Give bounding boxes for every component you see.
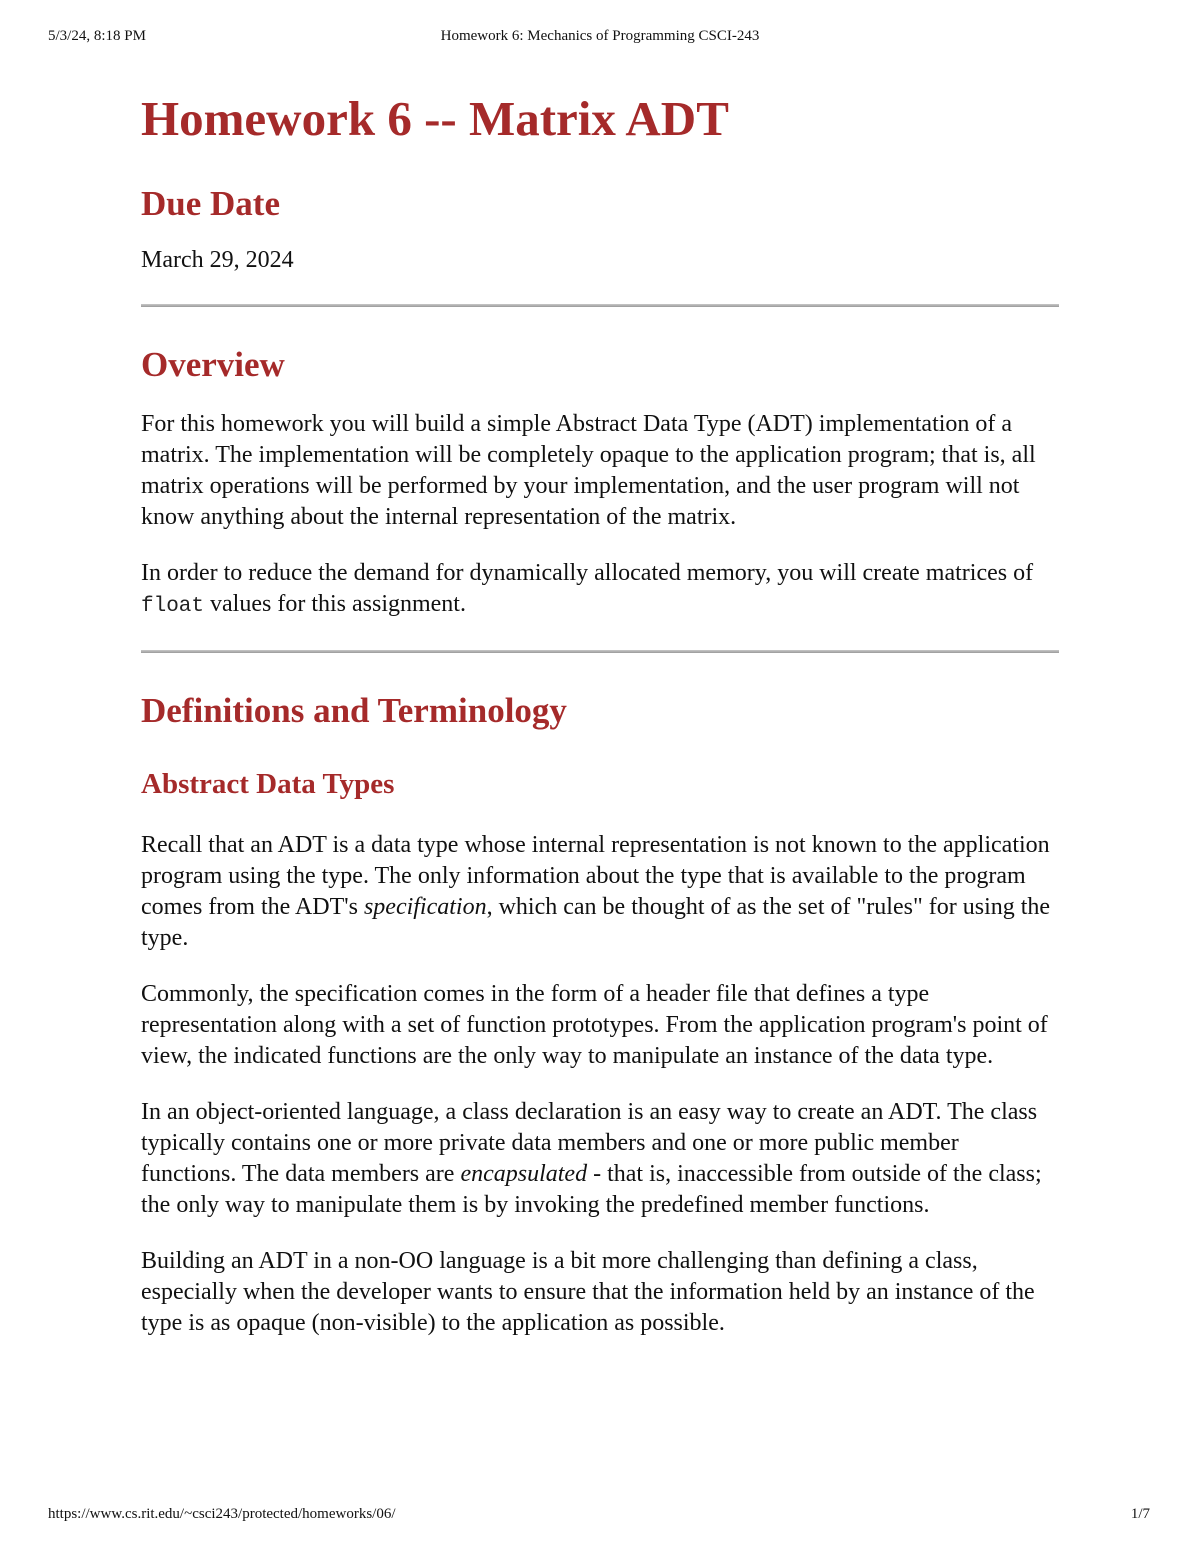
print-footer — [0, 1506, 1200, 1526]
text-run: - that is, inaccessible from outside of the class; the only way to manipulate them is by invoking the predefined member functions. — [141, 1161, 1042, 1218]
page-title: Homework 6 -- Matrix ADT — [141, 91, 729, 146]
print-datetime: 5/3/24, 8:18 PM — [48, 28, 146, 44]
definitions-heading: Definitions and Terminology — [141, 691, 567, 730]
text-run: In order to reduce the demand for dynamically allocated memory, you will create matrices of — [141, 560, 1034, 586]
emphasis-encapsulated: encapsulated — [460, 1161, 588, 1187]
adt-paragraph-2: Commonly, the specification comes in the form of a header file that defines a type representation along with a set of function prototypes. From the application program's point of view, the indicated functions are the only way to manipulate an instance of the data type. — [141, 981, 1048, 1069]
divider — [141, 650, 1059, 653]
text-run: Recall that an ADT is a data type whose internal representation is not known to the application program using the type. The only information about the type that is available to the program comes from the ADT's — [141, 832, 1050, 920]
overview-paragraph: For this homework you will build a simple Abstract Data Type (ADT) implementation of a matrix. The implementation will be completely opaque to the application program; that is, all matrix operations will be performed by your implementation, and the user program will not know anything about the internal representation of the matrix. — [141, 411, 1036, 530]
adt-paragraph-1 — [141, 830, 1059, 954]
overview-paragraph-float — [141, 558, 1059, 622]
due-date-heading: Due Date — [141, 184, 280, 223]
adt-paragraph-4: Building an ADT in a non-OO language is a bit more challenging than defining a class, especially when the developer wants to ensure that the information held by an instance of the type is as opaque (non-visible) to the application as possible. — [141, 1248, 1035, 1336]
due-date-value: March 29, 2024 — [141, 247, 294, 273]
print-header — [0, 28, 1200, 48]
adt-paragraph-3 — [141, 1097, 1059, 1221]
divider — [141, 304, 1059, 307]
print-url: https://www.cs.rit.edu/~csci243/protected/homeworks/06/ — [48, 1506, 396, 1522]
text-run: values for this assignment. — [204, 591, 466, 617]
text-run: In an object-oriented language, a class declaration is an easy way to create an ADT. The class typically contains one or more private data members and one or more public member functions. The data members are — [141, 1099, 1038, 1187]
abstract-data-types-heading: Abstract Data Types — [141, 768, 395, 800]
text-run: , which can be thought of as the set of "rules" for using the type. — [141, 894, 1051, 951]
print-page-number: 1/7 — [1130, 1506, 1150, 1522]
overview-heading: Overview — [141, 345, 285, 384]
document-body — [141, 88, 1059, 1339]
print-page-title: Homework 6: Mechanics of Programming CSCI-243 — [440, 28, 760, 44]
inline-code-float: float — [141, 595, 205, 618]
emphasis-specification: specification — [363, 894, 487, 920]
